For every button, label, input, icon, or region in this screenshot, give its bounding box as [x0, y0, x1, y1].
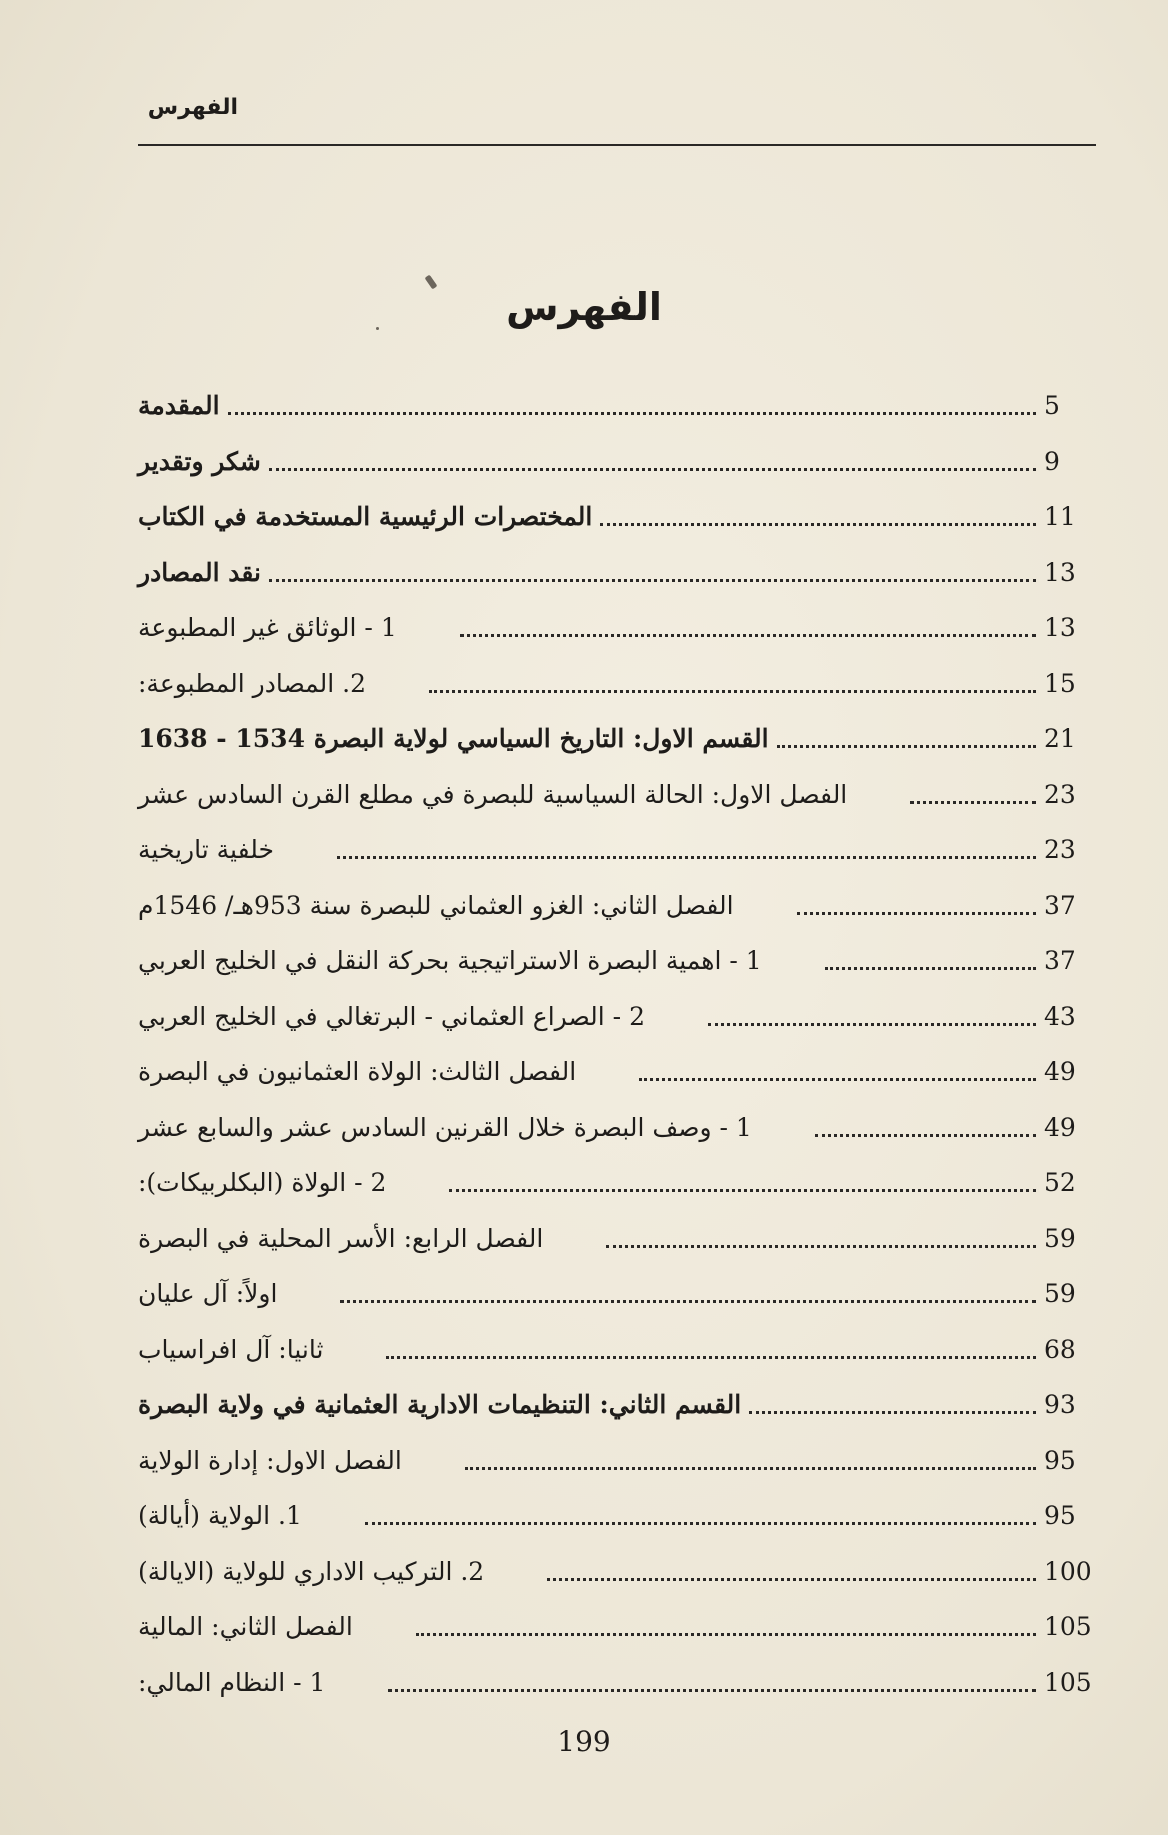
toc-entry-label: 1 - الوثائق غير المطبوعة [138, 613, 397, 643]
dot-leader [708, 1023, 1036, 1026]
toc-entry-label: نقد المصادر [138, 557, 261, 587]
dot-leader [228, 412, 1036, 415]
toc-entry [138, 878, 1096, 934]
dot-leader [825, 967, 1036, 970]
toc-entry-page: 13 [1044, 613, 1076, 643]
toc-entry-page: 59 [1044, 1223, 1076, 1253]
toc-entry [138, 1655, 1096, 1711]
toc-entry [138, 1488, 1096, 1544]
dot-leader [797, 912, 1036, 915]
toc-entry [138, 933, 1096, 989]
toc-entry [138, 1100, 1096, 1156]
toc-entry [138, 545, 1096, 601]
dot-leader [815, 1134, 1036, 1137]
table-of-contents [138, 378, 1096, 1710]
toc-entry [138, 434, 1096, 490]
toc-entry-label: الفصل الرابع: الأسر المحلية في البصرة [138, 1223, 544, 1253]
toc-entry-label: شكر وتقدير [138, 446, 261, 476]
toc-entry-label: ثانيا: آل افراسياب [138, 1334, 324, 1364]
toc-entry [138, 1155, 1096, 1211]
toc-entry [138, 767, 1096, 823]
toc-entry-page: 68 [1044, 1334, 1076, 1364]
toc-entry-page: 105 [1044, 1667, 1092, 1697]
toc-entry-page: 37 [1044, 890, 1076, 920]
toc-entry-label: خلفية تاريخية [138, 835, 274, 865]
dot-leader [388, 1689, 1036, 1692]
toc-entry-label: الفصل الاول: الحالة السياسية للبصرة في مطلع القرن السادس عشر [138, 779, 848, 809]
toc-entry-label: اولاً: آل عليان [138, 1279, 278, 1309]
toc-entry [138, 1544, 1096, 1600]
dot-leader [465, 1467, 1036, 1470]
toc-entry-label: الفصل الثاني: المالية [138, 1612, 353, 1642]
header-rule [138, 144, 1096, 146]
dot-leader [460, 634, 1036, 637]
toc-entry [138, 1377, 1096, 1433]
dot-leader [269, 468, 1036, 471]
toc-entry-label: الفصل الاول: إدارة الولاية [138, 1445, 402, 1475]
toc-entry-page: 95 [1044, 1445, 1076, 1475]
running-head: الفهرس [147, 95, 238, 120]
toc-entry-page: 23 [1044, 835, 1076, 865]
toc-entry-page: 9 [1044, 446, 1060, 476]
dot-leader [365, 1522, 1036, 1525]
toc-entry-page: 13 [1044, 557, 1076, 587]
toc-entry [138, 1211, 1096, 1267]
dot-leader [429, 690, 1036, 693]
toc-entry [138, 1044, 1096, 1100]
dot-leader [416, 1633, 1036, 1636]
toc-entry-label: المختصرات الرئيسية المستخدمة في الكتاب [138, 502, 593, 532]
toc-entry-page: 59 [1044, 1279, 1076, 1309]
toc-entry [138, 378, 1096, 434]
toc-entry-page: 23 [1044, 779, 1076, 809]
toc-entry [138, 822, 1096, 878]
toc-entry-label: 1 - وصف البصرة خلال القرنين السادس عشر والسابع عشر [138, 1112, 752, 1142]
toc-entry [138, 711, 1096, 767]
dot-leader [340, 1300, 1036, 1303]
toc-entry-page: 95 [1044, 1501, 1076, 1531]
toc-entry-label: 2 - الولاة (البكلربيكات): [138, 1168, 387, 1198]
toc-entry-page: 15 [1044, 668, 1076, 698]
toc-entry-page: 5 [1044, 391, 1060, 421]
toc-entry-page: 105 [1044, 1612, 1092, 1642]
toc-entry-page: 11 [1044, 502, 1076, 532]
toc-entry-page: 93 [1044, 1390, 1076, 1420]
toc-entry-page: 37 [1044, 946, 1076, 976]
toc-entry-page: 49 [1044, 1112, 1076, 1142]
dot-leader [386, 1356, 1036, 1359]
dot-leader [910, 801, 1036, 804]
dot-leader [547, 1578, 1036, 1581]
page-title: الفهرس [506, 285, 662, 329]
toc-entry-label: 2 - الصراع العثماني - البرتغالي في الخليج العربي [138, 1001, 645, 1031]
toc-entry-label: 2. المصادر المطبوعة: [138, 668, 366, 698]
dot-leader [606, 1245, 1036, 1248]
toc-entry [138, 989, 1096, 1045]
dot-leader [337, 856, 1036, 859]
toc-entry [138, 1322, 1096, 1378]
dot-leader [639, 1078, 1036, 1081]
toc-entry-label: 1. الولاية (أيالة) [138, 1501, 302, 1531]
toc-entry [138, 1266, 1096, 1322]
toc-entry [138, 600, 1096, 656]
toc-entry-label: المقدمة [138, 391, 220, 421]
dot-leader [777, 745, 1036, 748]
toc-entry-label: 1 - اهمية البصرة الاستراتيجية بحركة النقل في الخليج العربي [138, 946, 762, 976]
toc-entry [138, 1599, 1096, 1655]
toc-entry-label: 2. التركيب الاداري للولاية (الايالة) [138, 1556, 485, 1586]
dot-leader [449, 1189, 1036, 1192]
toc-entry-label: 1 - النظام المالي: [138, 1667, 326, 1697]
toc-entry-page: 49 [1044, 1057, 1076, 1087]
toc-entry [138, 489, 1096, 545]
toc-entry-label: الفصل الثالث: الولاة العثمانيون في البصرة [138, 1057, 577, 1087]
toc-entry-page: 21 [1044, 724, 1076, 754]
dot-leader [749, 1411, 1036, 1414]
toc-entry-label: الفصل الثاني: الغزو العثماني للبصرة سنة 953هـ/ 1546م [138, 890, 734, 920]
toc-entry-page: 52 [1044, 1168, 1076, 1198]
dot-leader [269, 579, 1036, 582]
toc-entry-label: القسم الثاني: التنظيمات الادارية العثمانية في ولاية البصرة [138, 1390, 742, 1420]
toc-entry-label: القسم الاول: التاريخ السياسي لولاية البصرة 1534 - 1638 [138, 724, 769, 754]
page-number: 199 [557, 1725, 611, 1758]
toc-entry-page: 43 [1044, 1001, 1076, 1031]
toc-entry-page: 100 [1044, 1556, 1092, 1586]
dot-leader [600, 523, 1036, 526]
toc-entry [138, 1433, 1096, 1489]
toc-entry [138, 656, 1096, 712]
